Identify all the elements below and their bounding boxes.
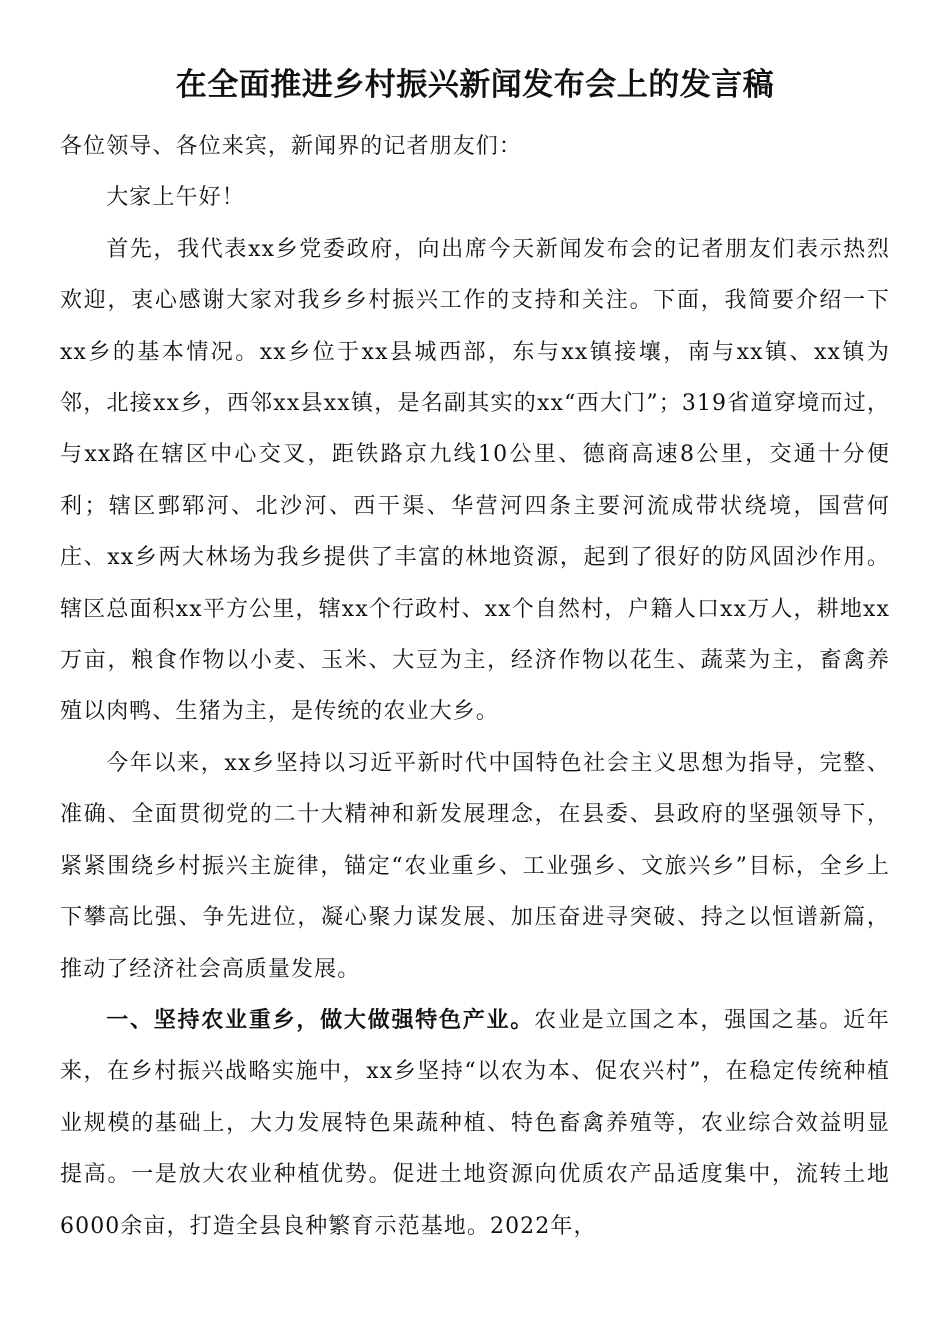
paragraph-development-overview: 今年以来，xx乡坚持以习近平新时代中国特色社会主义思想为指导，完整、准确、全面贯彻党的二十大精神和新发展理念，在县委、县政府的坚强领导下，紧紧围绕乡村振兴主旋律，锚定“农业重乡、工业强乡、文旅兴乡”目标，全乡上下攀高比强、争先进位，凝心聚力谋发展、加压奋进寻突破、持之以恒谱新篇，推动了经济社会高质量发展。 bbox=[60, 750, 890, 982]
document-body bbox=[60, 121, 890, 1252]
section-heading-agriculture: 一、坚持农业重乡，做大做强特色产业。 bbox=[106, 1006, 535, 1033]
section-text-agriculture: 农业是立国之本，强国之基。近年来，在乡村振兴战略实施中，xx乡坚持“以农为本、促农兴村”，在稳定传统种植业规模的基础上，大力发展特色果蔬种植、特色畜禽养殖等，农业综合效益明显提高。一是放大农业种植优势。促进土地资源向优质农产品适度集中，流转土地6000余亩，打造全县良种繁育示范基地。2022年， bbox=[60, 1007, 890, 1239]
document-title: 在全面推进乡村振兴新闻发布会上的发言稿 bbox=[175, 67, 775, 103]
section-agriculture bbox=[60, 995, 890, 1252]
paragraph-introduction: 首先，我代表xx乡党委政府，向出席今天新闻发布会的记者朋友们表示热烈欢迎，衷心感谢大家对我乡乡村振兴工作的支持和关注。下面，我简要介绍一下xx乡的基本情况。xx乡位于xx县城西部，东与xx镇接壤，南与xx镇、xx镇为邻，北接xx乡，西邻xx县xx镇，是名副其实的xx“西大门”；319省道穿境而过，与xx路在辖区中心交叉，距铁路京九线10公里、德商高速8公里，交通十分便利；辖区鄄郓河、北沙河、西干渠、华营河四条主要河流成带状绕境，国营何庄、xx乡两大林场为我乡提供了丰富的林地资源，起到了很好的防风固沙作用。辖区总面积xx平方公里，辖xx个行政村、xx个自然村，户籍人口xx万人，耕地xx万亩，粮食作物以小麦、玉米、大豆为主，经济作物以花生、蔬菜为主，畜禽养殖以肉鸭、生猪为主，是传统的农业大乡。 bbox=[60, 236, 890, 725]
salutation: 各位领导、各位来宾，新闻界的记者朋友们： bbox=[60, 134, 523, 159]
greeting: 大家上午好！ bbox=[106, 185, 245, 211]
